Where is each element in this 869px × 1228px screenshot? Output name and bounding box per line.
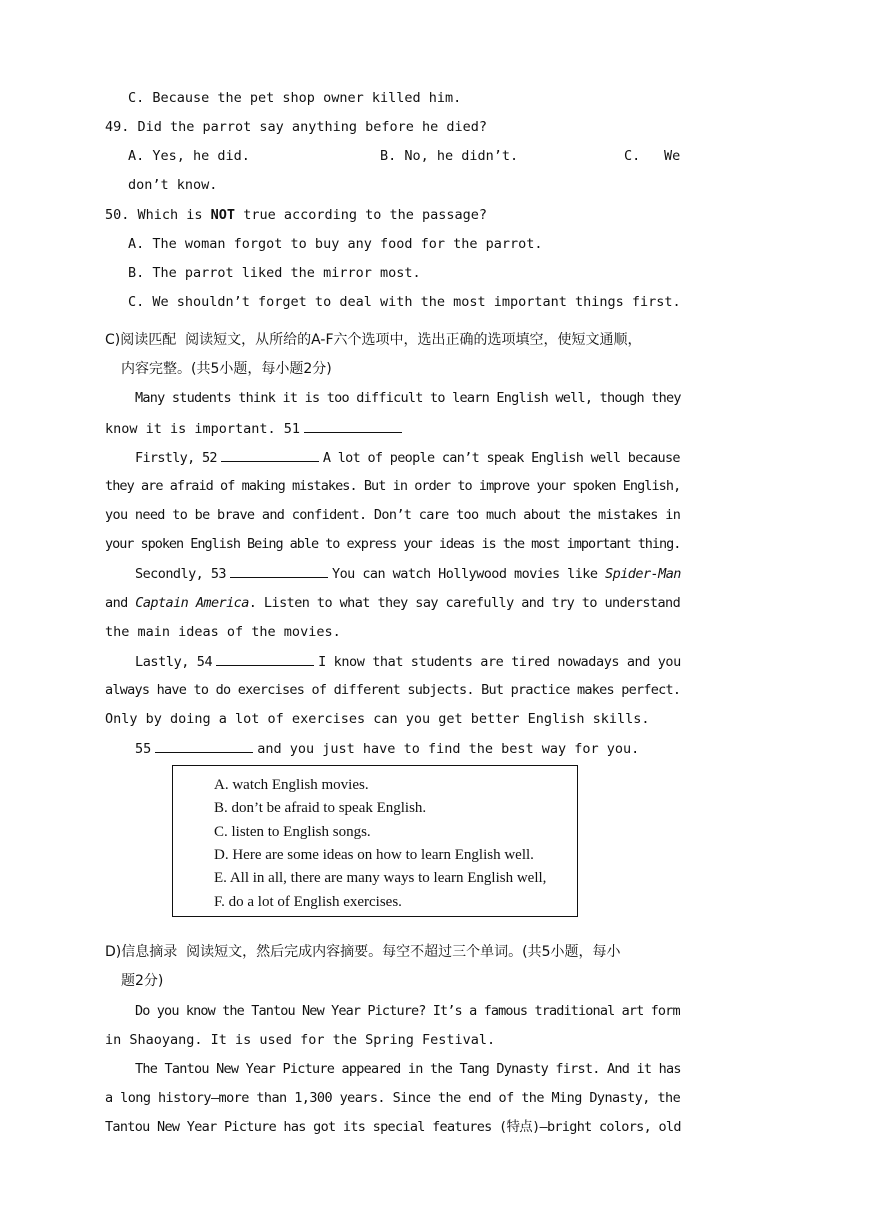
q50-stem: 50. Which is NOT true according to the passage? [105,207,488,223]
q49-option-c-cont: don’t know. [128,177,218,193]
option-c: C. listen to English songs. [214,824,371,840]
q49-option-c-text: We [664,148,681,164]
q49-option-c-label: C. [624,148,641,164]
c-p4-line2: always have to do exercises of different subjects. But practice makes perfect. [105,682,681,698]
blank-51[interactable] [304,419,402,433]
option-f: F. do a lot of English exercises. [214,894,402,910]
section-d-title-cont: 题2分) [121,973,164,989]
c-p3-line1: Secondly, 53 You can watch Hollywood movies like Spider-Man [135,566,681,582]
c-p2-line1: Firstly, 52 A lot of people can’t speak English well because [135,450,680,466]
c-p2-line3: you need to be brave and confident. Don’t care too much about the mistakes in [105,507,681,523]
q49-stem: 49. Did the parrot say anything before he died? [105,119,488,135]
q50-option-b: B. The parrot liked the mirror most. [128,265,421,281]
option-d: D. Here are some ideas on how to learn English well. [214,847,534,863]
section-d-title: D)信息摘录 阅读短文，然后完成内容摘要。每空不超过三个单词。(共5小题，每小 [105,944,621,960]
blank-53[interactable] [230,564,328,578]
blank-55[interactable] [155,739,253,753]
options-box [172,765,578,917]
c-p5-line1: 55 and you just have to find the best way for you. [135,741,640,757]
option-b: B. don’t be afraid to speak English. [214,800,427,816]
d-p1-line2: in Shaoyang. It is used for the Spring Festival. [105,1032,496,1048]
option-a: A. watch English movies. [214,777,369,793]
d-p2-line1: The Tantou New Year Picture appeared in the Tang Dynasty first. And it has [135,1061,681,1077]
c-p2-line4: your spoken English Being able to express your ideas is the most important thing. [105,536,681,552]
q49-option-b: B. No, he didn’t. [380,148,519,164]
c-p1-line2: know it is important. 51 [105,419,406,438]
q48-option-c: C. Because the pet shop owner killed him. [128,90,462,106]
q50-option-c: C. We shouldn’t forget to deal with the most important things first. [128,294,681,310]
c-p4-line1: Lastly, 54 I know that students are tired nowadays and you [135,654,681,670]
q49-option-a: A. Yes, he did. [128,148,250,164]
d-p1-line1: Do you know the Tantou New Year Picture? It’s a famous traditional art form [135,1003,680,1019]
c-p4-line3: Only by doing a lot of exercises can you get better English skills. [105,711,650,727]
c-p3-line2: and Captain America. Listen to what they say carefully and try to understand [105,595,681,611]
c-p3-line3: the main ideas of the movies. [105,624,341,640]
blank-54[interactable] [216,652,314,666]
c-p2-line2: they are afraid of making mistakes. But in order to improve your spoken English, [105,478,681,494]
option-e: E. All in all, there are many ways to learn English well, [214,870,547,886]
section-c-title: C)阅读匹配 阅读短文，从所给的A-F六个选项中，选出正确的选项填空，使短文通顺， [105,332,642,348]
blank-52[interactable] [221,448,319,462]
c-p1-line1: Many students think it is too difficult to learn English well, though they [135,390,681,406]
q50-option-a: A. The woman forgot to buy any food for the parrot. [128,236,543,252]
d-p2-line3: Tantou New Year Picture has got its special features (特点)—bright colors, old [105,1119,681,1135]
d-p2-line2: a long history—more than 1,300 years. Since the end of the Ming Dynasty, the [105,1090,681,1106]
section-c-title-cont: 内容完整。(共5小题，每小题2分) [121,361,332,377]
q50-not-bold: NOT [210,207,236,223]
